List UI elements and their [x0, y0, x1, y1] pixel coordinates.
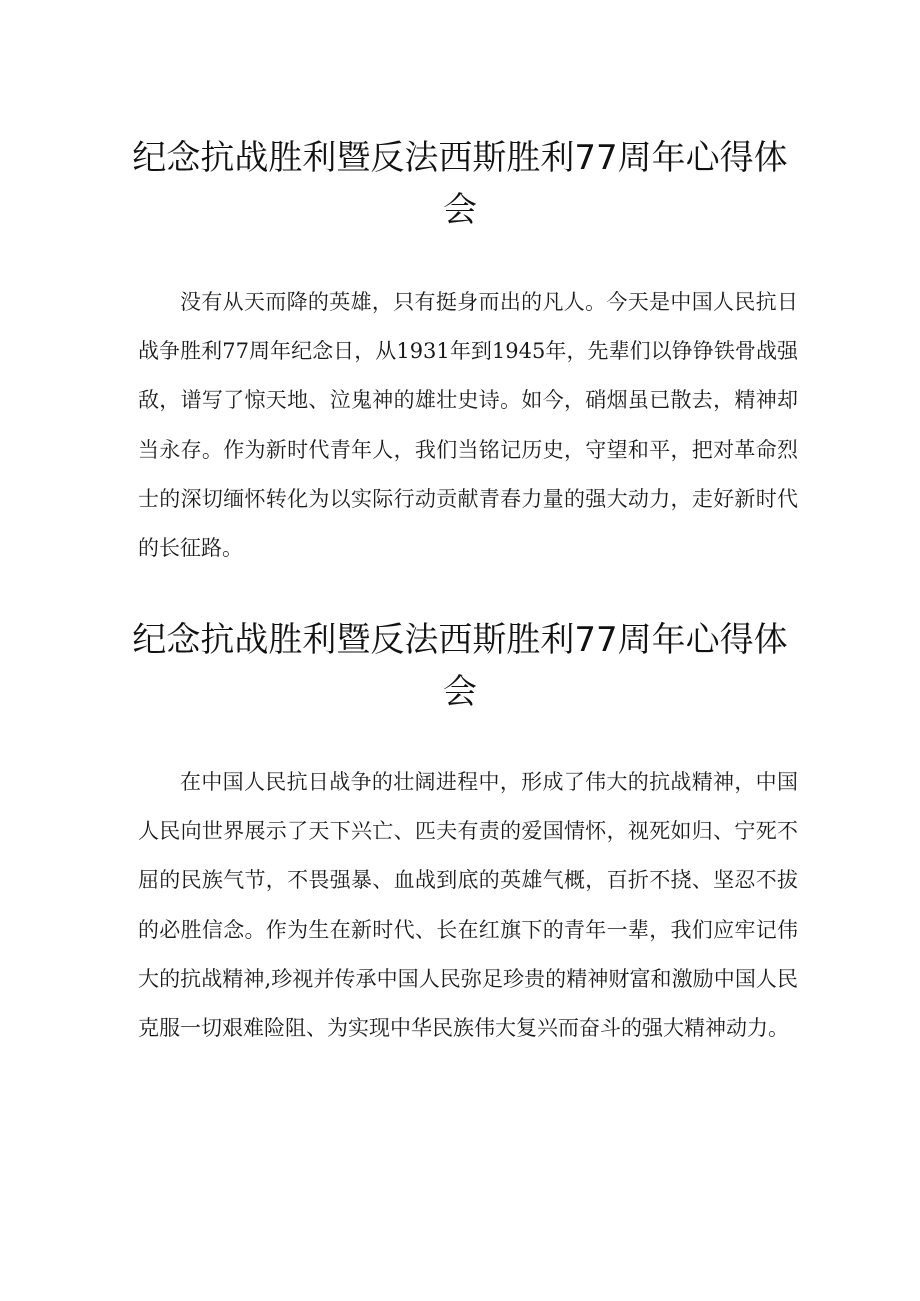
section-title-1: 纪念抗战胜利暨反法西斯胜利77周年心得体会 [132, 138, 788, 230]
section-paragraph-2: 在中国人民抗日战争的壮阔进程中，形成了伟大的抗战精神，中国人民向世界展示了天下兴亡、匹夫有责的爱国情怀，视死如归、宁死不屈的民族气节，不畏强暴、血战到底的英雄气概，百折不挠、坚忍不拔的必胜信念。作为生在新时代、长在红旗下的青年一辈，我们应牢记伟大的抗战精神,珍视并传承中国人民弥足珍贵的精神财富和激励中国人民克服一切艰难险阻、为实现中华民族伟大复兴而奋斗的强大精神动力。 [138, 770, 798, 1041]
section-title-2: 纪念抗战胜利暨反法西斯胜利77周年心得体会 [132, 620, 788, 712]
section-paragraph-1: 没有从天而降的英雄，只有挺身而出的凡人。今天是中国人民抗日战争胜利77周年纪念日，从1931年到1945年，先辈们以铮铮铁骨战强敌，谱写了惊天地、泣鬼神的雄壮史诗。如今，硝烟虽已散去，精神却当永存。作为新时代青年人，我们当铭记历史，守望和平，把对革命烈士的深切缅怀转化为以实际行动贡献青春力量的强大动力，走好新时代的长征路。 [138, 290, 798, 561]
